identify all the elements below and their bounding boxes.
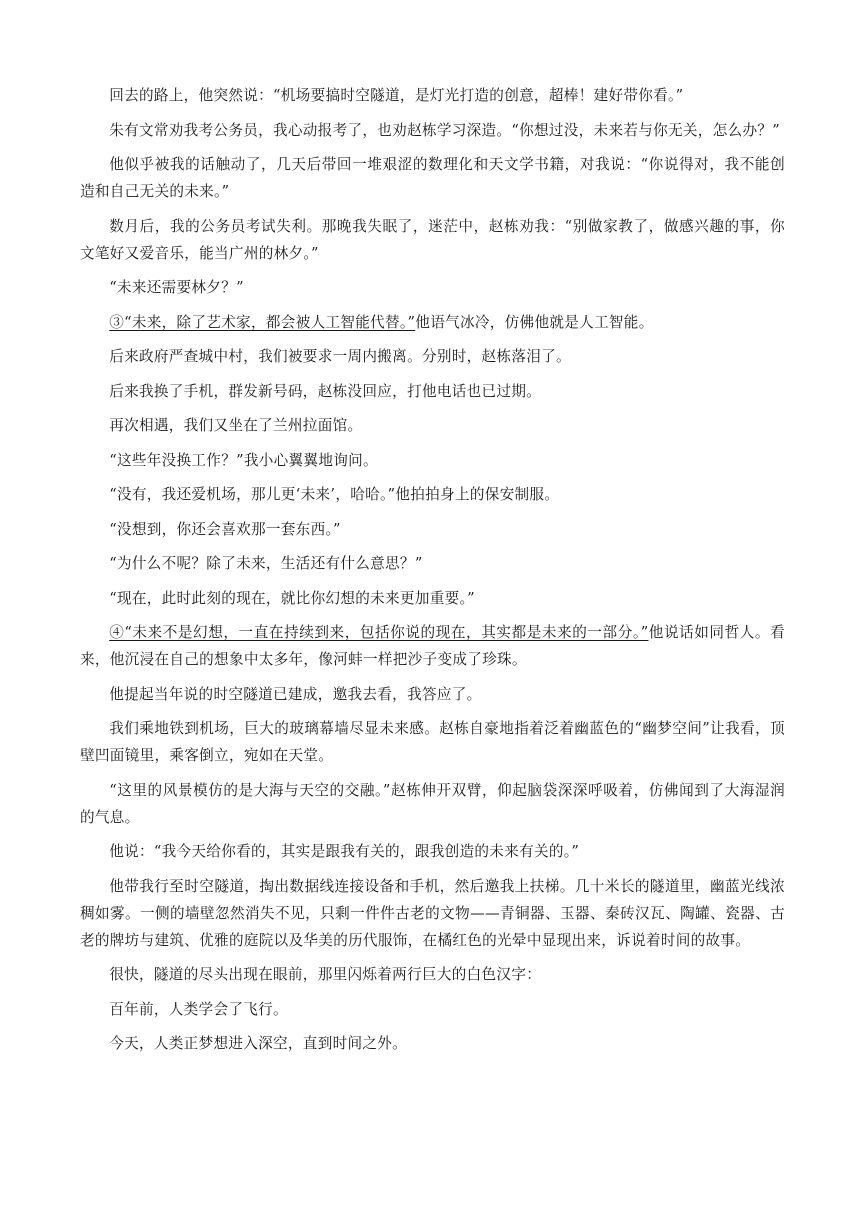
paragraph: 后来政府严查城中村，我们被要求一周内搬离。分别时，赵栋落泪了。 bbox=[109, 348, 571, 365]
paragraph: 数月后，我的公务员考试失利。那晚我失眠了，迷茫中，赵栋劝我：“别做家教了，做感兴趣的事，你文笔好又爱音乐，能当广州的林夕。” bbox=[80, 217, 785, 262]
paragraph: 他带我行至时空隧道，掏出数据线连接设备和手机，然后邀我上扶梯。几十米长的隧道里，幽蓝光线浓稠如雾。一侧的墙壁忽然消失不见，只剩一件件古老的文物——青铜器、玉器、秦砖汉瓦、陶罐、瓷器、古老的牌坊与建筑、优雅的庭院以及华美的历代服饰，在橘红色的光晕中显现出来，诉说着时间的故事。 bbox=[80, 877, 785, 949]
paragraph: “为什么不呢？除了未来，生活还有什么意思？” bbox=[109, 555, 423, 572]
paragraph: 百年前，人类学会了飞行。 bbox=[109, 1000, 288, 1018]
paragraph bbox=[80, 309, 785, 336]
paragraph: 回去的路上，他突然说：“机场要搞时空隧道，是灯光打造的创意，超棒！建好带你看。” bbox=[109, 87, 684, 104]
paragraph: “现在，此时此刻的现在，就比你幻想的未来更加重要。” bbox=[109, 589, 475, 607]
underlined-sentence-3: ③“未来，除了艺术家，都会被人工智能代替。” bbox=[109, 313, 416, 331]
paragraph: 朱有文常劝我考公务员，我心动报考了，也劝赵栋学习深造。“你想过没，未来若与你无关，怎么办？” bbox=[109, 121, 781, 139]
paragraph: 他说：“我今天给你看的，其实是跟我有关的，跟我创造的未来有关的。” bbox=[109, 843, 580, 860]
paragraph-text: 他说话如同哲人。看来，他沉浸在自己的想象中太多年，像河蚌一样把沙子变成了珍珠。 bbox=[80, 624, 785, 668]
paragraph: 我们乘地铁到机场，巨大的玻璃幕墙尽显未来感。赵栋自豪地指着泛着幽蓝色的“幽梦空间”让我看，顶壁凹面镜里，乘客倒立，宛如在天堂。 bbox=[80, 720, 785, 764]
paragraph: 很快，隧道的尽头出现在眼前，那里闪烁着两行巨大的白色汉字： bbox=[109, 966, 542, 983]
paragraph: “没想到，你还会喜欢那一套东西。” bbox=[109, 520, 341, 538]
paragraph: 今天，人类正梦想进入深空，直到时间之外。 bbox=[109, 1035, 408, 1052]
paragraph: 他提起当年说的时空隧道已建成，邀我去看，我答应了。 bbox=[109, 685, 482, 703]
paragraph: “这些年没换工作？”我小心翼翼地询问。 bbox=[109, 451, 378, 469]
paragraph: 他似乎被我的话触动了，几天后带回一堆艰涩的数理化和天文学书籍，对我说：“你说得对，我不能创造和自己无关的未来。” bbox=[80, 156, 785, 200]
paragraph: 后来我换了手机，群发新号码，赵栋没回应，打他电话也已过期。 bbox=[109, 382, 542, 400]
paragraph: “没有，我还爱机场，那儿更‘未来’，哈哈。”他拍拍身上的保安制服。 bbox=[109, 486, 560, 503]
paragraph-text: 他语气冰冷，仿佛他就是人工智能。 bbox=[415, 313, 654, 331]
paragraph: “未来还需要林夕？” bbox=[109, 279, 244, 296]
paragraph bbox=[80, 619, 785, 673]
article-body bbox=[80, 82, 785, 1065]
underlined-sentence-4: ④“未来不是幻想，一直在持续到来，包括你说的现在，其实都是未来的一部分。” bbox=[109, 624, 649, 641]
paragraph: 再次相遇，我们又坐在了兰州拉面馆。 bbox=[109, 417, 363, 434]
paragraph: “这里的风景模仿的是大海与天空的交融。”赵栋伸开双臂，仰起脑袋深深呼吸着，仿佛闻到了大海湿润的气息。 bbox=[80, 781, 785, 826]
